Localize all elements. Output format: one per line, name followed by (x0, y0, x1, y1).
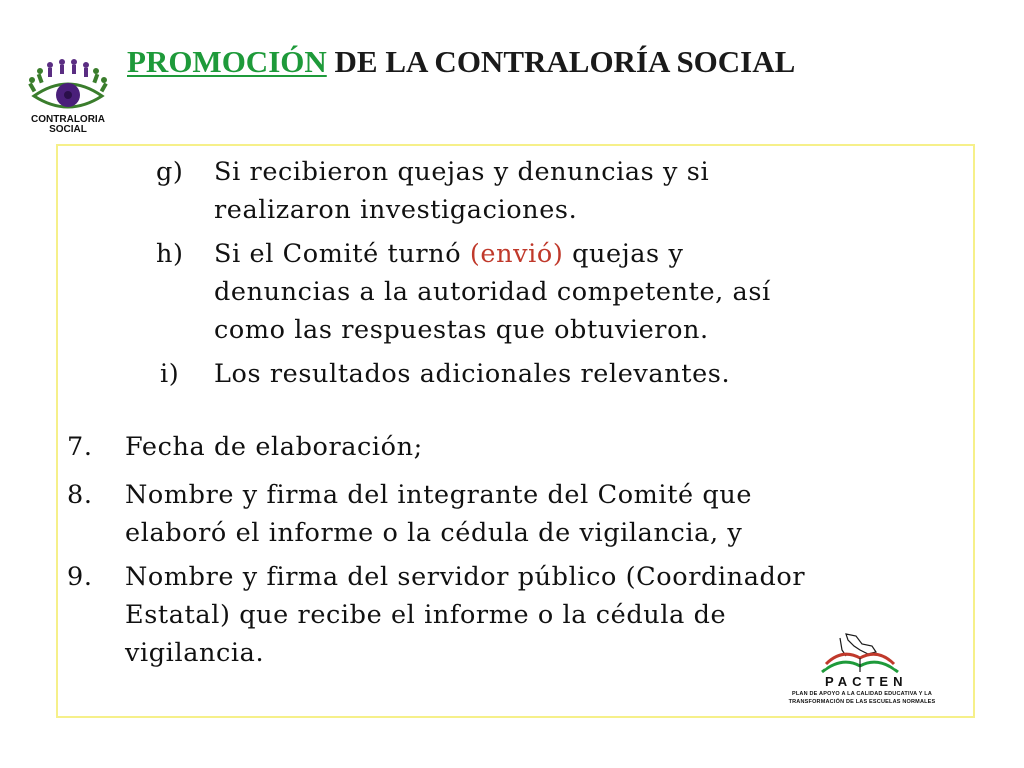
pacten-logo (776, 630, 946, 710)
text-segment: quejas y (563, 239, 684, 269)
list-marker: h) (156, 239, 184, 269)
list-marker: 8. (67, 480, 93, 510)
book-mexico-map-icon (776, 630, 946, 674)
highlight-text: (envió) (469, 239, 564, 269)
title-accent: PROMOCIÓN (127, 44, 327, 79)
list-marker: i) (160, 359, 180, 389)
list-item-text: Si recibieron quejas y denuncias y si (214, 157, 710, 187)
list-item-text: Los resultados adicionales relevantes. (214, 359, 731, 389)
contraloria-social-logo (18, 58, 118, 138)
list-item-text: como las respuestas que obtuvieron. (214, 315, 709, 345)
list-item-text: Fecha de elaboración; (125, 432, 423, 462)
list-item-text: realizaron investigaciones. (214, 195, 578, 225)
list-marker: 9. (67, 562, 93, 592)
list-item-text: Nombre y firma del integrante del Comité que (125, 480, 753, 510)
eye-people-icon (18, 58, 118, 114)
logo-caption-line1: CONTRALORIA (31, 114, 105, 125)
list-marker: g) (156, 157, 184, 187)
list-item-text: denuncias a la autoridad competente, así (214, 277, 771, 307)
list-item-text: vigilancia. (125, 638, 265, 668)
logo-caption-line2: SOCIAL (49, 124, 87, 135)
pacten-subtitle-line1: PLAN DE APOYO A LA CALIDAD EDUCATIVA Y LA (791, 691, 932, 697)
list-marker: 7. (67, 432, 93, 462)
pacten-subtitle-line2: TRANSFORMACIÓN DE LAS ESCUELAS NORMALES (788, 699, 936, 705)
list-item-text: Nombre y firma del servidor público (Coordinador (125, 562, 806, 592)
page-title (127, 44, 795, 80)
pacten-name: PACTEN (825, 674, 908, 689)
list-item-text: elaboró el informe o la cédula de vigilancia, y (125, 518, 743, 548)
list-item-text: Estatal) que recibe el informe o la cédula de (125, 600, 727, 630)
title-rest: DE LA CONTRALORÍA SOCIAL (326, 44, 796, 79)
text-segment: Si el Comité turnó (214, 239, 470, 269)
pacten-subtitle (778, 690, 946, 706)
